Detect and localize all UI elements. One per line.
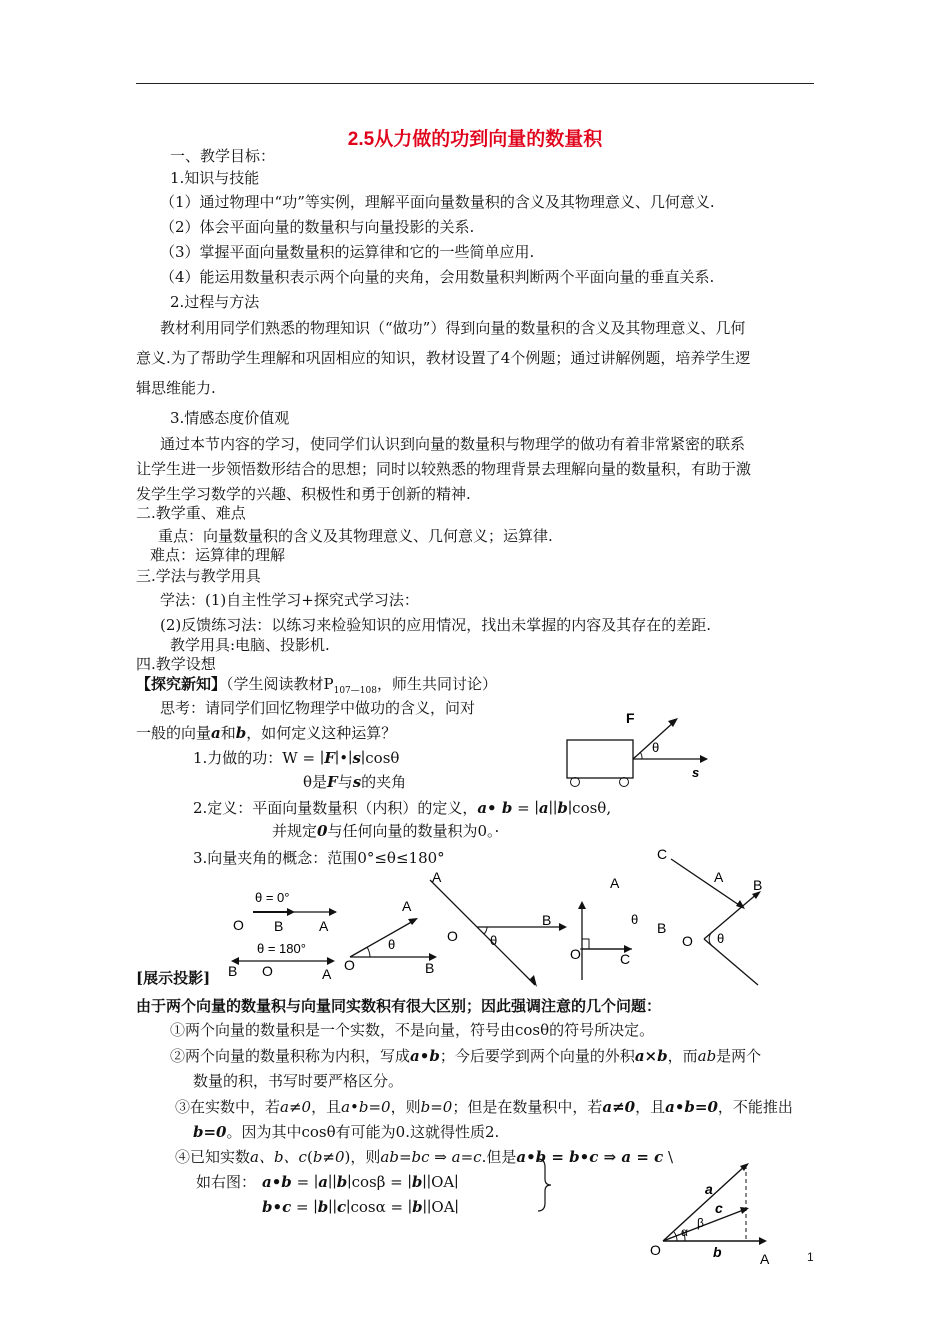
explore-line: 【探究新知】（学生阅读教材$P_{107—108}$，师生共同讨论）: [136, 675, 497, 696]
header-rule: [136, 83, 814, 84]
svg-text:B: B: [425, 960, 435, 976]
values-line-1: 通过本节内容的学习，使同学们认识到向量的数量积与物理学的做功有着非常紧密的联系: [160, 435, 746, 453]
svg-text:A: A: [319, 918, 329, 934]
svg-text:θ: θ: [490, 933, 498, 948]
svg-text:A: A: [322, 966, 332, 982]
values-line-3: 发学生学习数学的兴趣、积极性和勇于创新的精神.: [136, 485, 471, 503]
svg-text:O: O: [570, 946, 581, 962]
goal-1: （1）通过物理中“功”等实例，理解平面向量数量积的含义及其物理意义、几何意义.: [160, 193, 715, 211]
vector-a-label: a: [705, 1181, 713, 1197]
svg-text:O: O: [682, 933, 693, 949]
svg-text:B: B: [274, 918, 284, 934]
values-line-2: 让学生进一步领悟数形结合的思想；同时以较熟悉的物理背景去理解向量的数量积，有助于激: [136, 460, 752, 478]
notice-heading: 由于两个向量的数量积与向量同实数积有很大区别；因此强调注意的几个问题：: [136, 997, 662, 1015]
svg-text:O: O: [233, 917, 244, 933]
work-formula: 1.力做的功：W = ∣F∣•∣s∣cosθ: [193, 749, 400, 767]
page-number: 1: [807, 1250, 814, 1264]
difficult-points: 难点：运算律的理解: [150, 546, 286, 564]
process-line-2: 意义.为了帮助学生理解和巩固相应的知识，教材设置了4个例题；通过讲解例题，培养学生逻: [136, 349, 751, 367]
svg-text:C: C: [620, 951, 631, 967]
note-1: ①两个向量的数量积是一个实数，不是向量，符号由cosθ的符号所决定。: [170, 1021, 655, 1039]
page-title: 2.5从力做的功到向量的数量积: [347, 129, 603, 150]
work-angle-note: θ是F与s的夹角: [303, 773, 407, 791]
svg-text:O: O: [447, 928, 458, 944]
svg-text:B: B: [542, 912, 552, 928]
definition-line: 2.定义：平面向量数量积（内积）的定义，a• b = ∣a∣∣b∣cosθ,: [193, 799, 612, 817]
svg-text:θ: θ: [631, 912, 639, 927]
section-2-heading: 二.教学重、难点: [136, 504, 246, 522]
origin-label: O: [650, 1242, 661, 1258]
equation-2: b•c = ∣b∣∣c∣cosα = ∣b∣∣OA∣: [262, 1198, 459, 1216]
svg-text:O: O: [344, 957, 355, 973]
svg-text:θ: θ: [388, 937, 396, 952]
theta-label: θ: [652, 740, 660, 755]
method-1: 学法：(1)自主性学习+探究式学习法：: [160, 591, 419, 609]
note-2-line-1: ②两个向量的数量积称为内积，写成a•b；今后要学到两个向量的外积a×b，而ab是两个: [170, 1047, 762, 1065]
section-3-heading: 三.学法与教学用具: [136, 567, 261, 585]
vector-c-label: c: [715, 1200, 723, 1216]
explore-heading: 【探究新知】: [136, 675, 227, 693]
key-points: 重点：向量数量积的含义及其物理意义、几何意义；运算律.: [158, 527, 553, 545]
angle-diagrams: [225, 845, 785, 980]
note-4: ④已知实数a、b、c(b≠0)，则ab=bc ⇒ a=c.但是a•b = b•c ⇒ a = c \: [175, 1148, 674, 1166]
svg-text:θ = 0°: θ = 0°: [255, 890, 290, 905]
subsection-process: 2.过程与方法: [170, 293, 260, 311]
think-question: 思考：请同学们回忆物理学中做功的含义，问对: [160, 699, 476, 717]
alpha-label: α: [681, 1225, 688, 1239]
svg-text:O: O: [262, 963, 273, 979]
angle-concept: 3.向量夹角的概念：范围0°≤θ≤180°: [193, 849, 445, 867]
show-projection: [展示投影]: [136, 969, 211, 987]
method-2: (2)反馈练习法：以练习来检验知识的应用情况，找出未掌握的内容及其存在的差距.: [160, 616, 712, 634]
subsection-values: 3.情感态度价值观: [170, 409, 290, 427]
projection-figure: [645, 1160, 770, 1270]
svg-text:B: B: [657, 920, 667, 936]
equation-1: a•b = ∣a∣∣b∣cosβ = ∣b∣∣OA∣: [262, 1173, 459, 1191]
subsection-knowledge: 1.知识与技能: [170, 169, 260, 187]
teaching-tools: 教学用具:电脑、投影机.: [170, 636, 330, 654]
svg-text:A: A: [432, 869, 442, 885]
force-work-figure: [560, 705, 710, 805]
section-4-heading: 四.教学设想: [136, 655, 216, 673]
goal-2: （2）体会平面向量的数量积与向量投影的关系.: [160, 218, 475, 236]
note-2-line-2: 数量的积，书写时要严格区分。: [193, 1072, 404, 1090]
svg-text:C: C: [657, 846, 668, 862]
vector-b-label: b: [713, 1244, 722, 1260]
equation-brace: [535, 1157, 555, 1213]
force-label: F: [626, 710, 635, 726]
note-3-line-1: ③在实数中，若a≠0，且a•b=0，则b=0；但是在数量积中，若a≠0，且a•b=0，不能推出: [175, 1098, 793, 1116]
svg-text:A: A: [714, 869, 724, 885]
general-vector-line: 一般的向量a和b，如何定义这种运算？: [136, 724, 397, 742]
goal-3: （3）掌握平面向量数量积的运算律和它的一些简单应用.: [160, 243, 535, 261]
displacement-label: s: [692, 765, 700, 780]
note-3-line-2: b=0。因为其中cosθ有可能为0.这就得性质2.: [193, 1123, 500, 1141]
svg-text:B: B: [228, 963, 238, 979]
process-line-3: 辑思维能力.: [136, 379, 216, 397]
figure-reference: 如右图：: [196, 1173, 257, 1191]
process-line-1: 教材利用同学们熟悉的物理知识（“做功”）得到向量的数量积的含义及其物理意义、几何: [160, 319, 746, 337]
beta-label: β: [697, 1216, 704, 1230]
svg-text:A: A: [402, 898, 412, 914]
zero-vector-rule: 并规定0与任何向量的数量积为0。·: [272, 822, 500, 840]
svg-text:θ: θ: [717, 931, 725, 946]
point-a-label: A: [760, 1251, 770, 1267]
svg-text:θ = 180°: θ = 180°: [257, 941, 306, 956]
section-1-heading: 一、教学目标：: [170, 147, 276, 165]
svg-text:A: A: [610, 875, 620, 891]
goal-4: （4）能运用数量积表示两个向量的夹角，会用数量积判断两个平面向量的垂直关系.: [160, 268, 715, 286]
svg-text:B: B: [753, 877, 763, 893]
